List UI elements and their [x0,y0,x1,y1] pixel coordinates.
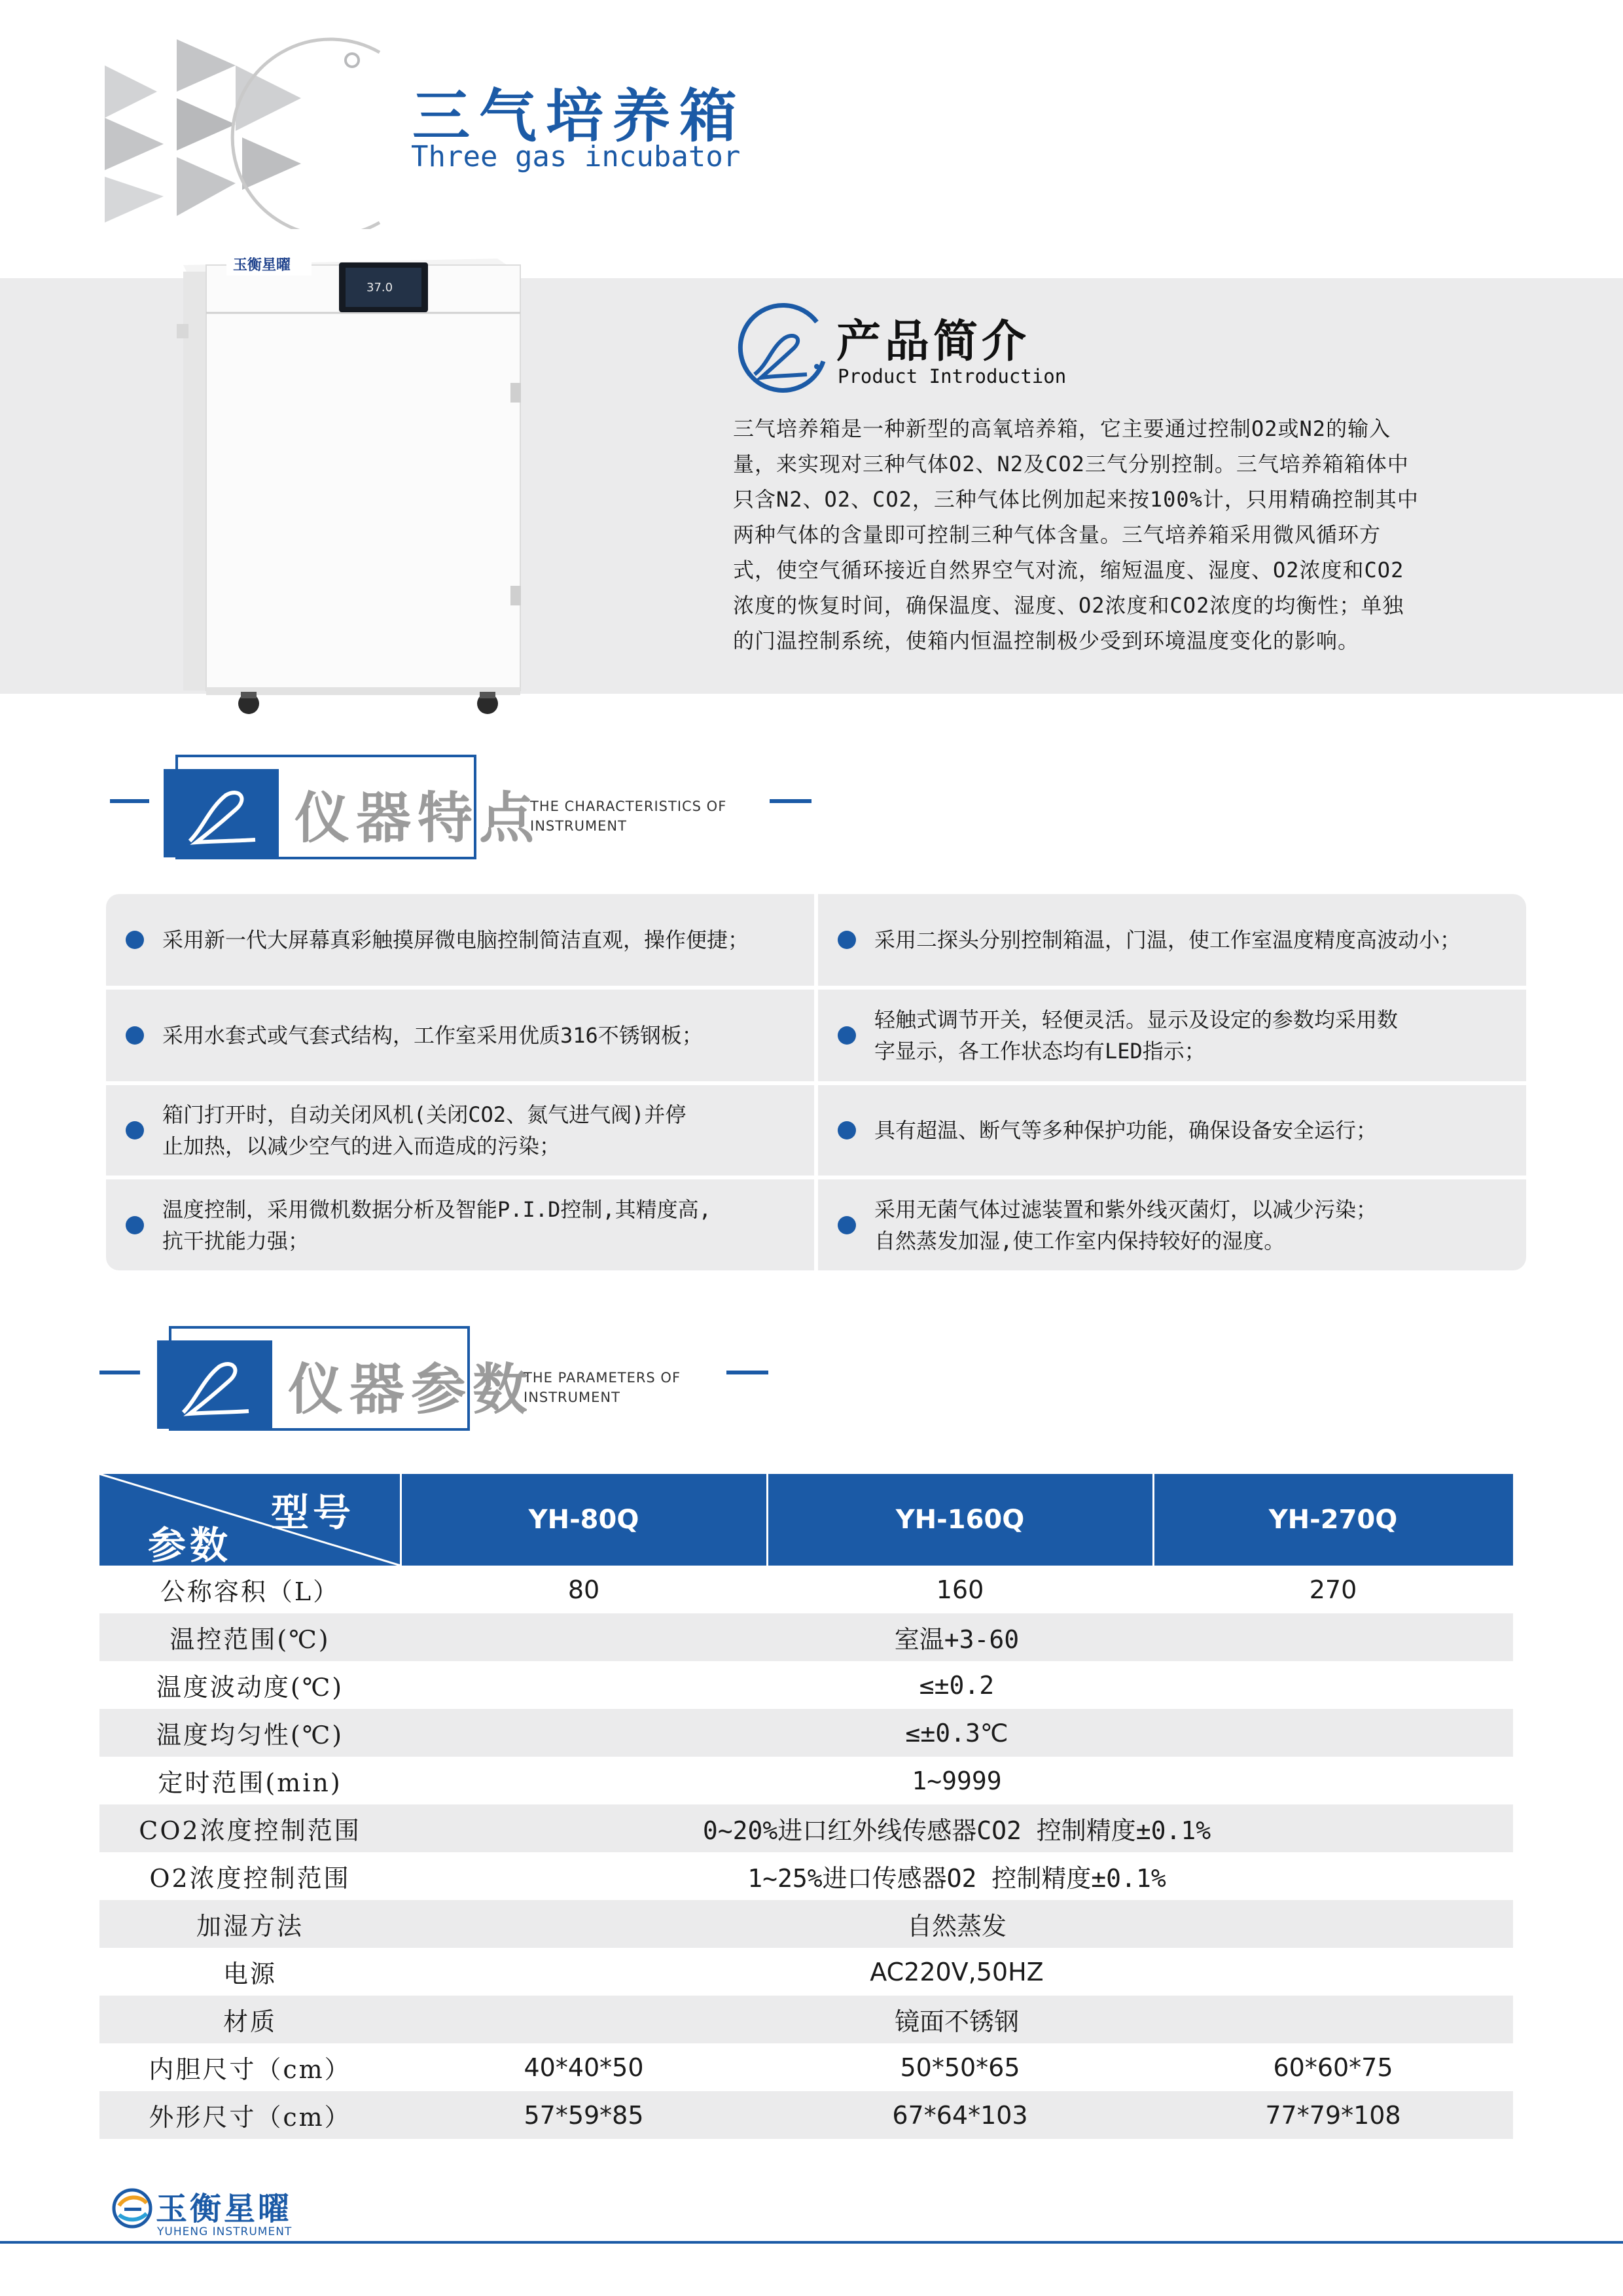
cell-value: 77*79*108 [1265,2100,1401,2130]
page-title: 三气培养箱 [412,82,747,150]
features-title-en-line: INSTRUMENT [530,818,627,834]
row-label: 加湿方法 [196,1912,304,1941]
intro-line: 两种气体的含量即可控制三种气体含量。三气培养箱采用微风循环方 [733,522,1382,547]
table-row [99,1661,1513,1709]
feature-text: 具有超温、断气等多种保护功能，确保设备安全运行； [874,1118,1378,1143]
cell-value: 1~9999 [912,1766,1002,1795]
cell-value: 1~25%进口传感器O2 控制精度±0.1% [747,1864,1166,1893]
feature-text: 温度控制，采用微机数据分析及智能P.I.D控制,其精度高, [162,1196,711,1222]
row-label: 电源 [223,1960,277,1988]
section-icon-block [164,769,279,857]
corner-label-param: 参数 [148,1523,232,1568]
feature-text: 止加热，以减少空气的进入而造成的污染； [162,1134,561,1158]
params-title-en-line: INSTRUMENT [524,1390,620,1405]
intro-line: 量，来实现对三种气体O2、N2及CO2三气分别控制。三气培养箱箱体中 [733,452,1409,476]
table-row [99,1757,1513,1804]
table-row [99,1948,1513,1996]
table-header [99,1474,1513,1566]
bullet-icon [838,1026,856,1045]
model-header: YH-80Q [528,1505,639,1535]
brand-label: 玉衡星曜 [233,257,291,274]
feature-text: 轻触式调节开关，轻便灵活。显示及设定的参数均采用数 [874,1007,1399,1032]
table-row [99,1900,1513,1948]
brand-name: 玉衡星曜 [156,2191,293,2227]
bullet-icon [126,1216,144,1234]
intro-line: 式，使空气循环接近自然界空气对流，缩短温度、湿度、O2浓度和CO2 [733,558,1404,583]
feature-text: 箱门打开时，自动关闭风机(关闭CO2、氮气进气阀)并停 [162,1102,687,1127]
row-label: 公称容积（L） [160,1577,340,1606]
bullet-icon [838,1216,856,1234]
intro-line: 的门温控制系统，使箱内恒温控制极少受到环境温度变化的影响。 [733,628,1360,653]
row-label: 温度波动度(℃) [156,1673,344,1702]
corner-label-model: 型号 [271,1490,355,1535]
feature-item [818,894,1526,986]
row-label: 外形尺寸（cm） [149,2103,351,2132]
feature-item [106,1085,814,1175]
table-row [99,2043,1513,2091]
row-label: 内胆尺寸（cm） [149,2055,351,2084]
feature-item [818,990,1526,1081]
feature-text: 字显示，各工作状态均有LED指示； [874,1039,1205,1064]
cell-value: 80 [567,1575,600,1604]
features-title-en [530,797,726,836]
cell-value: 0~20%进口红外线传感器CO2 控制精度±0.1% [702,1816,1211,1845]
feature-item [106,1179,814,1270]
cell-value: 自然蒸发 [906,1912,1007,1941]
feature-text: 采用新一代大屏幕真彩触摸屏微电脑控制简洁直观，操作便捷； [162,927,749,952]
product-image [170,252,537,717]
cell-value: ≤±0.3℃ [905,1718,1008,1748]
model-header: YH-270Q [1268,1505,1398,1535]
section-dash-right [770,799,812,803]
features-title: 仪器特点 [294,785,541,850]
bullet-icon [126,1026,144,1045]
brand-name-en: YUHENG INSTRUMENT [157,2225,293,2238]
table-row [99,1804,1513,1852]
features-grid [106,894,1526,1270]
feature-item [818,1085,1526,1175]
cell-value: 270 [1309,1575,1357,1604]
table-row [99,1709,1513,1757]
table-row [99,1566,1513,1613]
row-label: 温度均匀性(℃) [156,1721,344,1749]
feature-item [818,1179,1526,1270]
feature-text: 自然蒸发加湿,使工作室内保持较好的湿度。 [874,1228,1285,1253]
feature-text: 采用无菌气体过滤装置和紫外线灭菌灯，以减少污染； [874,1196,1378,1222]
section-dash-right [726,1371,768,1374]
row-label: O2浓度控制范围 [149,1864,351,1893]
table-row [99,1613,1513,1661]
table-row [99,1996,1513,2043]
section-dash-left [110,799,149,803]
section-dash-left [99,1371,140,1374]
table-row [99,2091,1513,2139]
brand-logo-icon [111,2186,153,2234]
intro-line: 浓度的恢复时间，确保温度、湿度、O2浓度和CO2浓度的均衡性；单独 [733,593,1404,618]
bullet-icon [838,931,856,949]
feature-item [106,990,814,1081]
cell-value: 室温+3-60 [894,1625,1020,1654]
row-label: 温控范围(℃) [169,1625,330,1654]
model-header: YH-160Q [895,1505,1025,1535]
params-title-en [524,1368,681,1407]
params-title: 仪器参数 [288,1357,535,1422]
row-label: 定时范围(min) [158,1768,342,1797]
section-icon-block [157,1340,272,1429]
row-label: 材质 [223,2007,277,2036]
intro-subtitle: Product Introduction [838,365,1067,387]
row-label: CO2浓度控制范围 [139,1816,361,1845]
feature-text: 采用二探头分别控制箱温，门温，使工作室温度精度高波动小； [874,927,1461,952]
intro-paragraph [733,411,1495,658]
params-section-header [92,1314,812,1432]
features-title-en-line: THE CHARACTERISTICS OF [530,798,727,814]
cell-value: AC220V,50HZ [870,1957,1044,1986]
cell-value: 50*50*65 [900,2053,1020,2082]
cell-value: 160 [936,1575,984,1604]
cell-value: 57*59*85 [524,2100,644,2130]
features-section-header [98,743,818,861]
intro-line: 只含N2、O2、CO2，三种气体比例加起来按100%计，只用精确控制其中 [733,487,1419,512]
bullet-icon [838,1121,856,1139]
cell-value: ≤±0.2 [919,1670,995,1700]
params-title-en-line: THE PARAMETERS OF [524,1370,681,1386]
feature-item [106,894,814,986]
table-row [99,1852,1513,1900]
intro-line: 三气培养箱是一种新型的高氧培养箱，它主要通过控制O2或N2的输入 [733,416,1391,441]
footer-rule [0,2241,1623,2244]
intro-icon [732,302,833,400]
intro-title: 产品简介 [836,315,1031,368]
cell-value: 67*64*103 [892,2100,1028,2130]
cell-value: 40*40*50 [524,2053,644,2082]
page-subtitle: Three gas incubator [411,140,741,173]
corner-diagonal [99,1474,401,1566]
feature-text: 采用水套式或气套式结构，工作室采用优质316不锈钢板； [162,1023,703,1048]
bullet-icon [126,931,144,949]
screen-reading: 37.0 [366,281,393,295]
feature-text: 抗干扰能力强； [162,1228,310,1253]
bullet-icon [126,1121,144,1139]
cell-value: 镜面不锈钢 [894,2007,1019,2036]
cell-value: 60*60*75 [1273,2053,1393,2082]
